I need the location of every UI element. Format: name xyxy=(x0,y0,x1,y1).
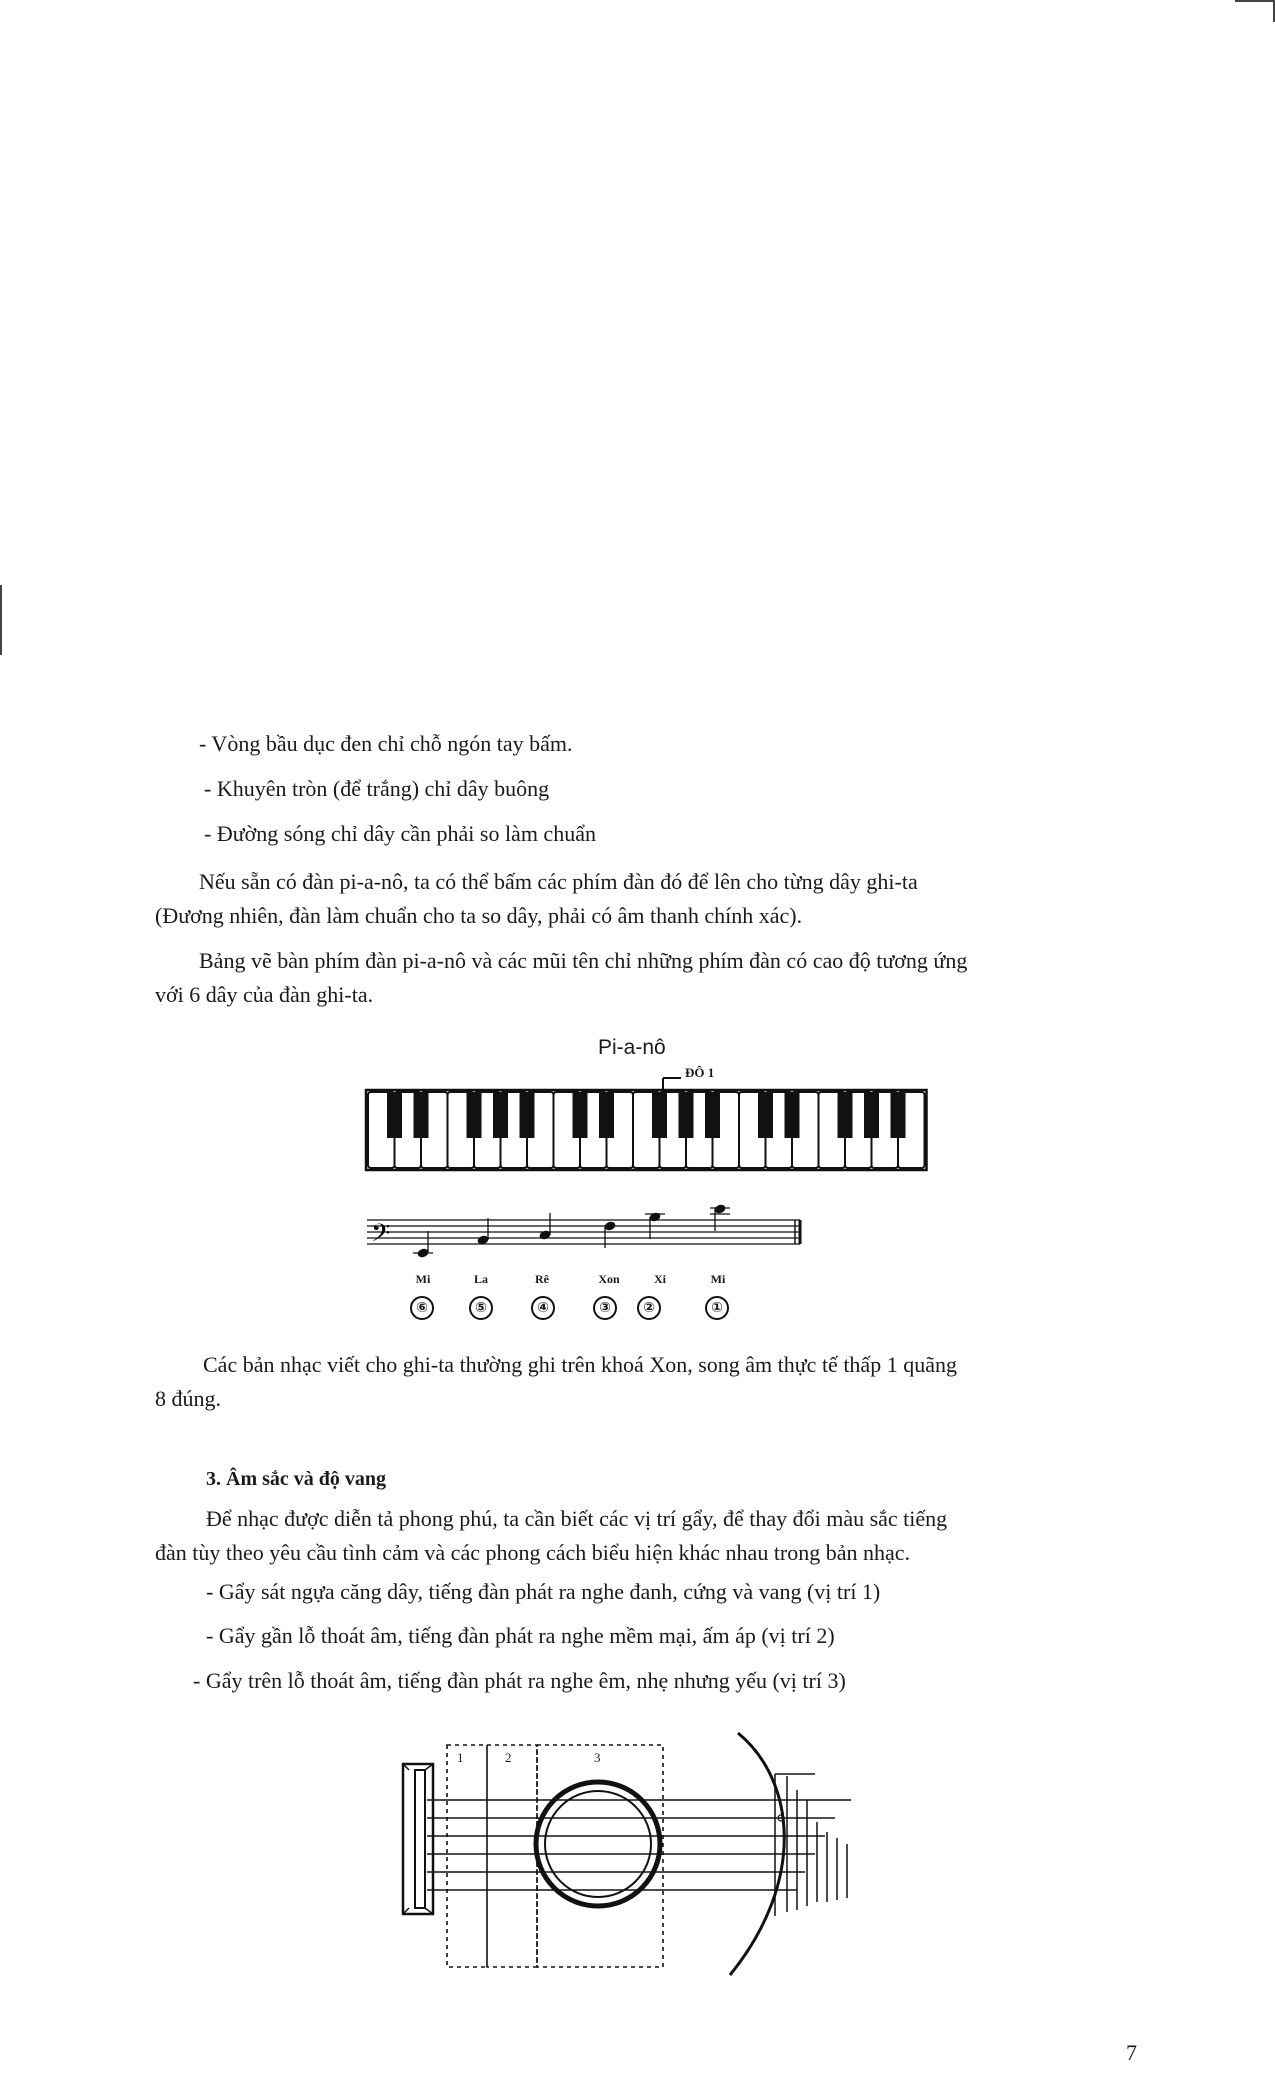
page-number: 7 xyxy=(1126,2040,1137,2065)
zone-label-3: 3 xyxy=(594,1750,601,1765)
string-number-3: ③ xyxy=(593,1296,617,1320)
piano-black-key xyxy=(573,1092,588,1138)
do1-marker-label: ĐÔ 1 xyxy=(685,1065,715,1080)
piano-black-key xyxy=(891,1092,906,1138)
note-label: Mi xyxy=(710,1272,726,1286)
paragraph-line: 8 đúng. xyxy=(155,1386,221,1411)
note-label: Mi xyxy=(415,1272,431,1286)
bass-staff xyxy=(365,1200,815,1270)
piano-black-key xyxy=(652,1092,667,1138)
string-number-4: ④ xyxy=(531,1296,555,1320)
paragraph-line: Để nhạc được diễn tả phong phú, ta cần biết các vị trí gẩy, để thay đổi màu sắc tiếng xyxy=(206,1506,948,1531)
piano-black-key xyxy=(520,1092,535,1138)
bullet-black-oval: - Vòng bầu dục đen chỉ chỗ ngón tay bấm. xyxy=(199,731,573,756)
note-label: Xon xyxy=(598,1272,620,1286)
paragraph-line: Các bản nhạc viết cho ghi-ta thường ghi trên khoá Xon, song âm thực tế thấp 1 quãng xyxy=(203,1352,957,1377)
piano-black-key xyxy=(467,1092,482,1138)
piano-figure-title: Pi-a-nô xyxy=(598,1036,666,1059)
bullet-white-circle: - Khuyên tròn (để trắng) chỉ dây buông xyxy=(204,776,550,801)
note-label: Rê xyxy=(535,1272,549,1286)
piano-black-key xyxy=(838,1092,853,1138)
note-label: Xi xyxy=(654,1272,666,1286)
piano-black-key xyxy=(785,1092,800,1138)
paragraph-line: Bảng vẽ bàn phím đàn pi-a-nô và các mũi tên chỉ những phím đàn có cao độ tương ứng xyxy=(199,948,968,973)
piano-black-key xyxy=(599,1092,614,1138)
string-number-5: ⑤ xyxy=(469,1296,493,1320)
zone-label-2: 2 xyxy=(505,1750,512,1765)
zone-label-1: 1 xyxy=(457,1750,464,1765)
piano-keyboard xyxy=(365,1060,925,1170)
piano-black-key xyxy=(864,1092,879,1138)
bass-clef-icon: 𝄢 xyxy=(371,1219,391,1254)
piano-black-key xyxy=(679,1092,694,1138)
position-item-2: - Gẩy gần lỗ thoát âm, tiếng đàn phát ra nghe mềm mại, ấm áp (vị trí 2) xyxy=(206,1623,835,1648)
piano-black-key xyxy=(758,1092,773,1138)
string-number-6: ⑥ xyxy=(410,1296,434,1320)
guitar-diagram xyxy=(395,1730,855,1990)
position-item-1: - Gẩy sát ngựa căng dây, tiếng đàn phát ra nghe đanh, cứng và vang (vị trí 1) xyxy=(206,1579,881,1604)
scan-edge-mark xyxy=(1235,0,1275,2)
note-label: La xyxy=(473,1272,488,1286)
string-number-2: ② xyxy=(637,1296,661,1320)
string-number-1: ① xyxy=(705,1296,729,1320)
paragraph-line: với 6 dây của đàn ghi-ta. xyxy=(155,982,374,1007)
paragraph-line: Nếu sẵn có đàn pi-a-nô, ta có thể bấm các phím đàn đó để lên cho từng dây ghi-ta xyxy=(199,869,918,894)
paragraph-line: đàn tùy theo yêu cầu tình cảm và các phong cách biểu hiện khác nhau trong bản nhạc. xyxy=(155,1540,911,1565)
piano-black-key xyxy=(493,1092,508,1138)
paragraph-line: (Đương nhiên, đàn làm chuẩn cho ta so dây, phải có âm thanh chính xác). xyxy=(155,903,803,928)
piano-black-key xyxy=(705,1092,720,1138)
position-item-3: - Gẩy trên lỗ thoát âm, tiếng đàn phát ra nghe êm, nhẹ nhưng yếu (vị trí 3) xyxy=(193,1668,846,1693)
section-heading: 3. Âm sắc và độ vang xyxy=(206,1468,387,1490)
piano-black-key xyxy=(387,1092,402,1138)
piano-black-key xyxy=(414,1092,429,1138)
scan-edge-mark xyxy=(0,585,2,655)
bullet-wavy-line: - Đường sóng chỉ dây cần phải so làm chuẩn xyxy=(204,821,596,846)
